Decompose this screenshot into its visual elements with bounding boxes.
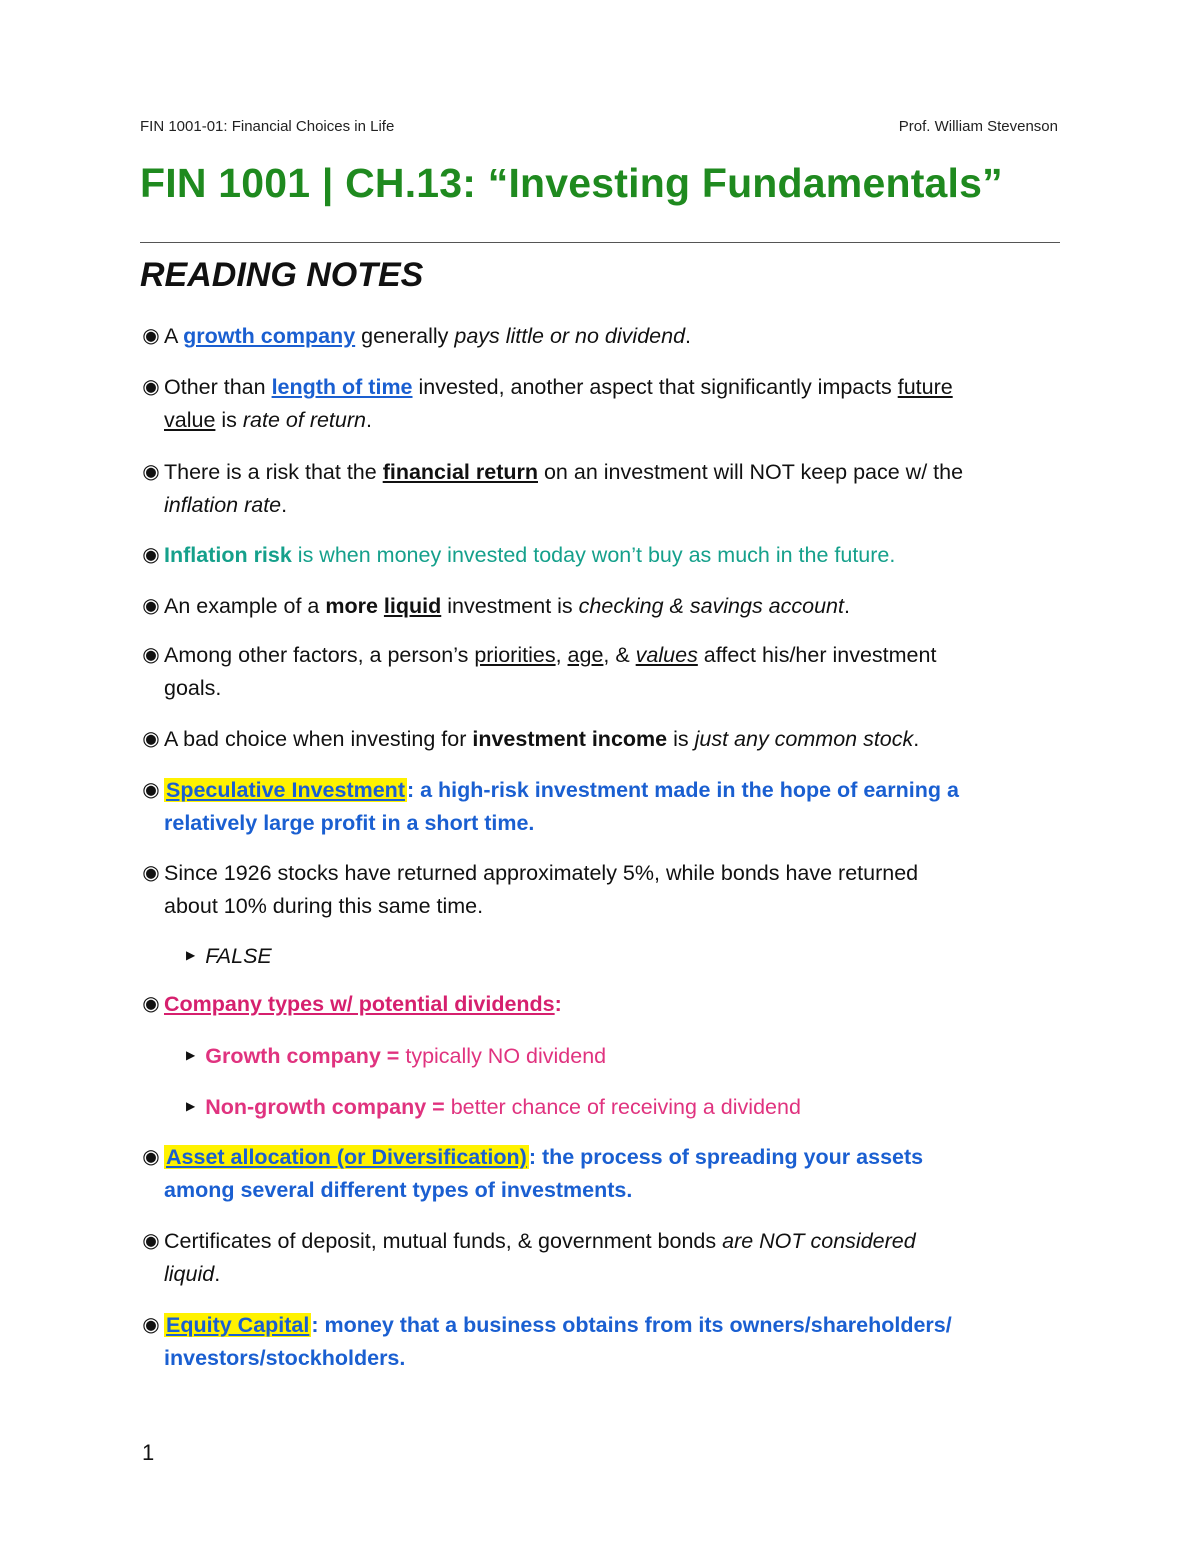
note-item: ◉ There is a risk that the financial return on an investment will NOT keep pace w/ the inflation rate. <box>140 456 1060 522</box>
sub-item: ▶ FALSE <box>186 944 272 968</box>
note-item: ◉ Inflation risk is when money invested today won’t buy as much in the future. <box>140 539 1060 572</box>
note-item: ◉ A bad choice when investing for investment income is just any common stock. <box>140 723 1060 756</box>
note-item: ◉ Since 1926 stocks have returned approximately 5%, while bonds have returned about 10% during this same time. <box>140 857 1060 923</box>
bullet-icon: ◉ <box>142 461 160 483</box>
bullet-icon: ◉ <box>142 325 160 347</box>
note-item: ◉ Other than length of time invested, another aspect that significantly impacts future value is rate of return. <box>140 371 1060 437</box>
note-item: ◉ Certificates of deposit, mutual funds, & government bonds are NOT considered liquid. <box>140 1225 1060 1291</box>
sub-item: ▶ Growth company = typically NO dividend <box>186 1044 607 1068</box>
note-item: ◉ Among other factors, a person’s priorities, age, & values affect his/her investment goals. <box>140 639 1060 705</box>
triangle-bullet-icon: ▶ <box>186 1099 196 1113</box>
bullet-icon: ◉ <box>142 1230 160 1252</box>
bullet-icon: ◉ <box>142 779 160 801</box>
highlighted-term: Asset allocation (or Diversification) <box>166 1145 527 1169</box>
note-item: ◉ Equity Capital: money that a business obtains from its owners/shareholders/ investors/stockholders. <box>140 1309 1060 1375</box>
triangle-bullet-icon: ▶ <box>186 1048 196 1062</box>
note-item: ◉ An example of a more liquid investment is checking & savings account. <box>140 590 1060 623</box>
sub-item: ▶ Non-growth company = better chance of receiving a dividend <box>186 1095 801 1119</box>
title-divider <box>140 242 1060 243</box>
section-title: READING NOTES <box>140 256 424 294</box>
header-course: FIN 1001-01: Financial Choices in Life <box>140 118 395 135</box>
bullet-icon: ◉ <box>142 595 160 617</box>
page-number: 1 <box>142 1440 155 1465</box>
note-item: ◉ Speculative Investment: a high-risk investment made in the hope of earning a relatively large profit in a short time. <box>140 774 1060 840</box>
highlighted-term: Speculative Investment <box>166 778 405 802</box>
bullet-icon: ◉ <box>142 862 160 884</box>
bullet-icon: ◉ <box>142 544 160 566</box>
bullet-icon: ◉ <box>142 993 160 1015</box>
bullet-icon: ◉ <box>142 376 160 398</box>
note-item: ◉ Asset allocation (or Diversification): the process of spreading your assets among several different types of investments. <box>140 1141 1060 1207</box>
bullet-icon: ◉ <box>142 728 160 750</box>
bullet-icon: ◉ <box>142 1146 160 1168</box>
header-professor: Prof. William Stevenson <box>898 118 1058 135</box>
note-item: ◉ Company types w/ potential dividends: <box>140 988 1060 1021</box>
bullet-icon: ◉ <box>142 644 160 666</box>
highlighted-term: Equity Capital <box>166 1313 310 1337</box>
page-title: FIN 1001 | CH.13: “Investing Fundamentals” <box>140 160 1003 206</box>
triangle-bullet-icon: ▶ <box>186 948 196 962</box>
bullet-icon: ◉ <box>142 1314 160 1336</box>
note-item: ◉ A growth company generally pays little or no dividend. <box>140 320 1060 353</box>
